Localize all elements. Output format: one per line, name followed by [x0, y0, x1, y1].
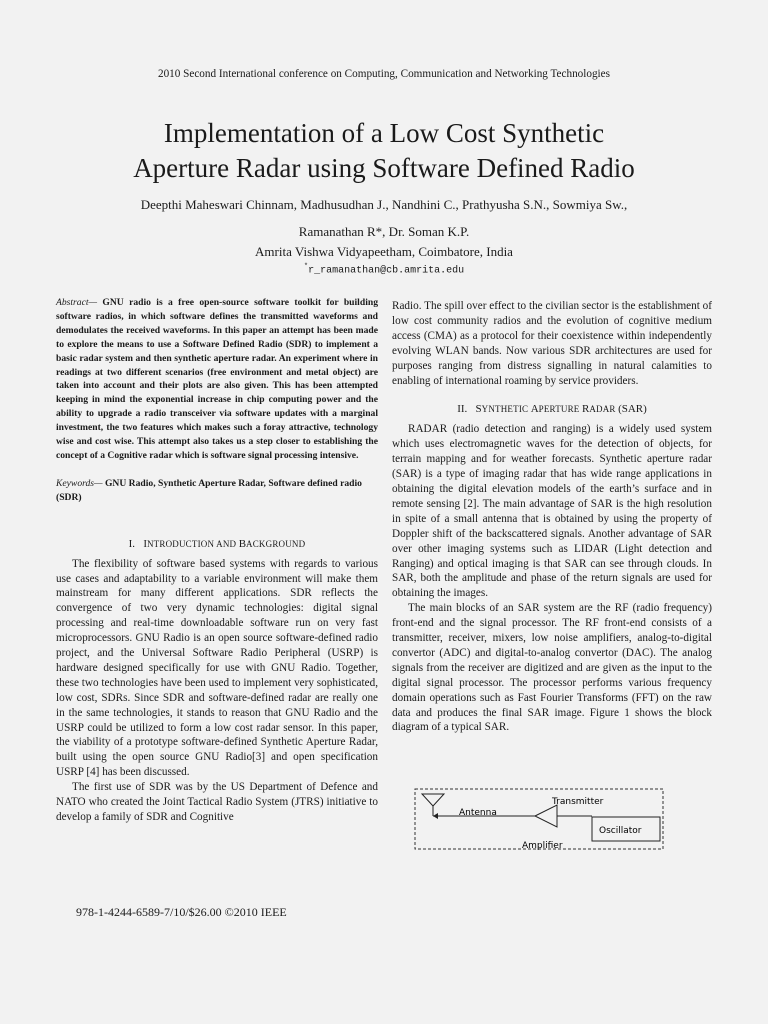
section-2-title-cap-1: S: [475, 403, 482, 416]
authors-line-1: Deepthi Maheswari Chinnam, Madhusudhan J., Nandhini C., Prathyusha S.N., Sowmiya Sw.,: [140, 197, 628, 212]
section-2-title-cap-2: A: [530, 403, 539, 416]
email-address: r_ramanathan@cb.amrita.edu: [308, 265, 465, 277]
affiliation: Amrita Vishwa Vidyapeetham, Coimbatore, India: [255, 244, 513, 259]
section-2-title-rest-3: ADAR: [589, 404, 619, 415]
conference-header: 2010 Second International conference on Computing, Communication and Networking Technologies: [157, 68, 610, 80]
section-2-number: II.: [457, 403, 468, 416]
amplifier-icon: [535, 805, 557, 827]
keywords-text: GNU Radio, Synthetic Aperture Radar, Software defined radio (SDR): [56, 477, 362, 503]
abstract: [56, 296, 378, 463]
section-1-title-cap-1: I: [143, 537, 147, 550]
section-2-paragraph-1: RADAR (radio detection and ranging) is a widely used system which uses electromagnetic waves for the detection of objects, for terrain mapping and for weather forecasts. Synthetic aperture radar (SAR) is a type of imaging radar that has wide range applications in obtaining the digital elevation models of the earth’s surface and in remote sensing [2]. The main advantage of SAR is the high resolution in spite of a small antenna that is obtained by using the property of Doppler shift of the backscattered signals. Another advantage of SAR over other imaging systems such as LIDAR (Light detection and Ranging) and optical imaging is that SAR can see through clouds. In SAR, both the amplitude and phase of the return signals are used for obtaining the images.: [392, 423, 712, 600]
copyright-footer: 978-1-4244-6589-7/10/$26.00 ©2010 IEEE: [76, 905, 287, 919]
section-1-paragraph-1: The flexibility of software based systems with regards to various use cases and adaptability to a variable environment will make them mainstream for many different applications. SDR reflects the convergence of two very dynamic technologies: digital signal processing and real-time downloadable software run on very fast microprocessors. GNU Radio is an open source software-defined radio project, and the Universal Software Radio Peripheral (USRP) is hardware designed specifically for use with GNU Radio. Together, these two technologies have been used to implement very sophisticated, low cost, SDRs. Since SDR and software-defined radar are really one in the same technologies, it stands to reason that GNU Radio and the USRP could be utilized to form a low cost radar sensor. In this paper, the viability of a prototype software-defined Synthetic Aperture Radar, built using the open source GNU Radio[3] and open specification USRP [4] has been discussed.: [56, 557, 378, 779]
left-column: [56, 296, 378, 825]
title-line-1: Implementation of a Low Cost Synthetic: [163, 118, 605, 148]
section-2-title-suffix: (SAR): [618, 403, 647, 416]
antenna-icon: [422, 794, 444, 806]
arrow-to-antenna-icon: [433, 813, 438, 819]
section-1-title-rest-1: NTRODUCTION AND: [146, 538, 239, 549]
sar-block-diagram-svg: [414, 788, 664, 850]
transmitter-label: Transmitter: [552, 797, 604, 807]
oscillator-label: Oscillator: [599, 826, 642, 836]
diagram-dashed-border: [415, 789, 663, 849]
keywords-label: Keywords—: [56, 477, 103, 489]
title-line-2: Aperture Radar using Software Defined Radio: [133, 153, 635, 183]
section-1-title-rest-2: ACKGROUND: [246, 538, 306, 549]
amplifier-label: Amplifier: [522, 841, 563, 850]
right-column: [392, 299, 712, 735]
section-1-number: I.: [128, 537, 136, 550]
abstract-label: Abstract—: [56, 297, 98, 308]
abstract-text: GNU radio is a free open-source software toolkit for building software radios, in which software defines the transmitted waveforms and demodulates the received waveforms. In this paper an attempt has been made to explore the means to use a Software Defined Radio (SDR) to implement a basic radar system and then synthetic aperture radar. An experiment where in readings at two different scenarios (free environment and metal object) are taken into account and their plots are also given. This has been attempted keeping in mind the exponential increase in chip computing power and the ability to upgrade a radio transceiver via software updates with a marginal investment, the two features which makes such a foray attractive, technology wise and cost wise. This attempt also takes us a step closer to establishing the concept of a Cognitive radar which is software signal processing intensive.: [56, 297, 378, 461]
section-2-heading: [392, 402, 712, 417]
keywords: [56, 477, 378, 505]
section-2-title-cap-3: R: [581, 403, 590, 416]
section-2-title-rest-2: PERTURE: [538, 404, 582, 415]
paper-title: [0, 116, 768, 186]
section-1-title-cap-2: B: [238, 537, 247, 550]
section-1-paragraph-2: The first use of SDR was by the US Department of Defence and NATO who created the Joint Tactical Radio System (JTRS) initiative to develop a family of SDR and Cognitive: [56, 781, 378, 823]
sar-block-diagram: [414, 788, 664, 850]
antenna-label: Antenna: [459, 808, 497, 818]
section-2-paragraph-2: The main blocks of an SAR system are the RF (radio frequency) front-end and the signal processor. The RF front-end consists of a transmitter, receiver, mixers, low noise amplifiers, analog-to-digital convertor (ADC) and digital-to-analog convertor (DAC). The analog signals from the receiver are digitized and are given as the input to the digital signal processor. The processor performs various frequency domain operations such as Fast Fourier Transforms (FFT) on the raw data and produces the final SAR image. Figure 1 shows the block diagram of a typical SAR.: [392, 602, 712, 734]
author-email: [0, 263, 768, 276]
author-list: [0, 191, 768, 245]
section-1-heading: [56, 537, 378, 552]
email-asterisk: *: [303, 263, 309, 271]
section-2-title-rest-1: YNTHETIC: [481, 404, 531, 415]
authors-line-2: Ramanathan R*, Dr. Soman K.P.: [298, 224, 470, 239]
right-column-continuation: Radio. The spill over effect to the civilian sector is the establishment of low cost community radios and the evolution of cognitive medium access (CMA) as a protocol for their coexistence within independently evolving WLAN bands. Now various SDR architectures are used for purposes ranging from distress signalling in natural calamities to enabling of international roaming by service providers.: [392, 300, 712, 387]
